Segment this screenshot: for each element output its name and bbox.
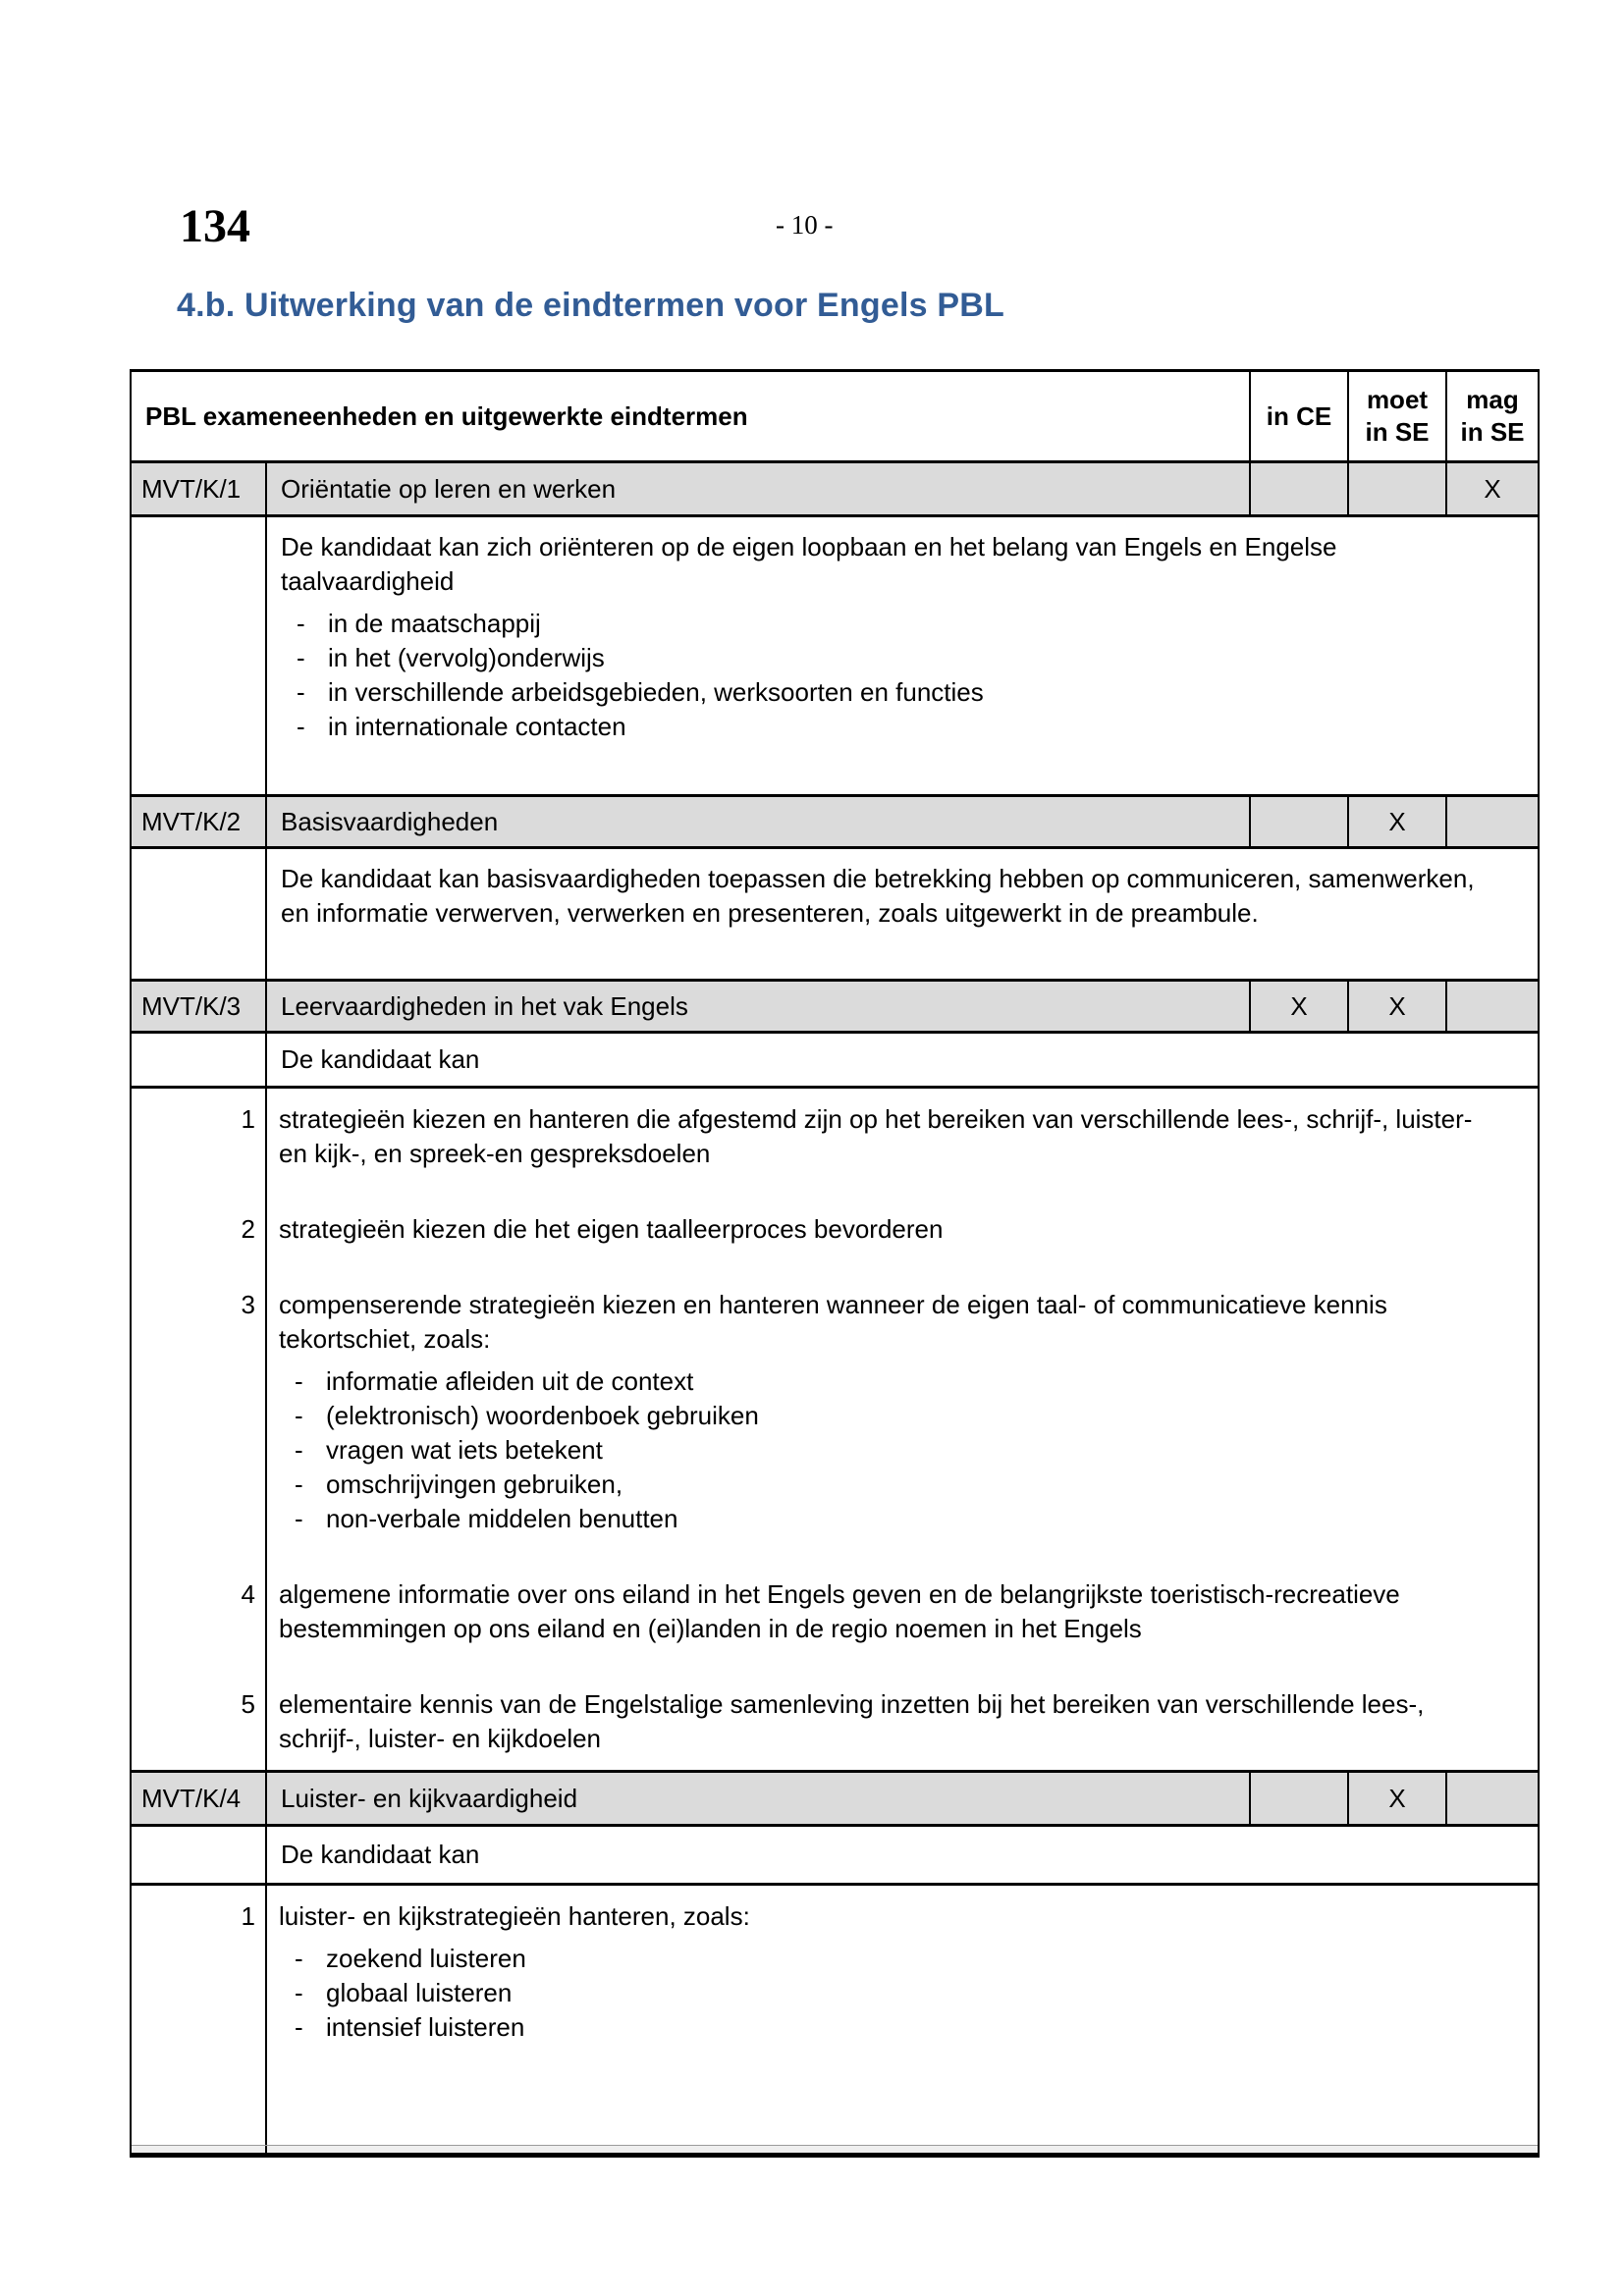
item-row	[132, 1212, 1538, 1247]
section-heading: 4.b. Uitwerking van de eindtermen voor Engels PBL	[177, 287, 1004, 324]
bullet-item	[295, 1942, 1514, 1976]
bullet-item	[297, 607, 1514, 641]
item-row	[132, 1687, 1538, 1756]
bullet-dash: -	[295, 1944, 303, 1973]
bullet-text: vragen wat iets betekent	[326, 1435, 603, 1465]
bullet-list	[281, 607, 1514, 744]
section-body-mvtk2	[132, 849, 1538, 979]
header-main-label: PBL exameneenheden en uitgewerkte eindtermen	[145, 400, 748, 431]
section-title: Leervaardigheden in het vak Engels	[265, 982, 1249, 1031]
exam-table	[130, 369, 1540, 2158]
bullet-item	[295, 1468, 1514, 1502]
page-number: 134	[180, 200, 250, 252]
section-row-mvtk2	[132, 794, 1538, 849]
intro-paragraph: De kandidaat kan zich oriënteren op de eigen loopbaan en het belang van Engels en Engelse taalvaardigheid	[281, 532, 1337, 596]
mag-mark	[1445, 982, 1538, 1031]
items-region-mvtk3	[132, 1089, 1538, 1770]
running-header: - 10 -	[776, 210, 834, 240]
item-text: luister- en kijkstrategieën hanteren, zoals:	[279, 1901, 750, 1931]
bullet-dash: -	[297, 677, 305, 707]
header-in-ce-label	[1249, 372, 1347, 460]
item-number: 1	[241, 1104, 255, 1134]
section-row-mvtk4	[132, 1770, 1538, 1827]
empty-code-cell	[132, 1034, 265, 1086]
bullet-text: zoekend luisteren	[326, 1944, 526, 1973]
lead-row-mvtk4	[132, 1827, 1538, 1886]
bullet-list	[279, 1364, 1514, 1536]
item-text: compenserende strategieën kiezen en hanteren wanneer de eigen taal- of communicatieve kennis tekortschiet, zoals:	[279, 1290, 1387, 1354]
bullet-item	[295, 1364, 1514, 1399]
bullet-text: in de maatschappij	[328, 609, 541, 638]
item-row	[132, 1288, 1538, 1536]
bullet-text: omschrijvingen gebruiken,	[326, 1469, 623, 1499]
bullet-item	[295, 1976, 1514, 2010]
ce-mark: X	[1249, 982, 1347, 1031]
mag-mark	[1445, 797, 1538, 846]
item-text: elementaire kennis van de Engelstalige samenleving inzetten bij het bereiken van verschillende lees-, schrijf-, luister- en kijkdoelen	[279, 1689, 1425, 1753]
item-row	[132, 1102, 1538, 1171]
body-cell	[265, 517, 1538, 794]
section-row-mvtk1	[132, 460, 1538, 517]
bullet-dash: -	[295, 1504, 303, 1533]
bullet-text: in internationale contacten	[328, 712, 626, 741]
bullet-text: globaal luisteren	[326, 1978, 513, 2007]
item-text-cell	[267, 1687, 1538, 1756]
empty-code-cell	[132, 517, 265, 794]
item-text: algemene informatie over ons eiland in het Engels geven en de belangrijkste toeristisch-recreatieve bestemmingen op ons eiland en (ei)landen in de regio noemen in het Engels	[279, 1579, 1400, 1643]
mag-mark	[1445, 1773, 1538, 1824]
item-row	[132, 1899, 1538, 2045]
header-mag-line1: mag	[1466, 385, 1519, 414]
header-ce-text: in CE	[1266, 400, 1332, 431]
bullet-text: non-verbale middelen benutten	[326, 1504, 678, 1533]
items-region-mvtk4	[132, 1886, 1538, 2145]
section-code: MVT/K/1	[141, 473, 242, 504]
bullet-text: in het (vervolg)onderwijs	[328, 643, 605, 672]
item-number: 3	[241, 1290, 255, 1319]
bullet-text: informatie afleiden uit de context	[326, 1366, 694, 1396]
lead-text: De kandidaat kan	[265, 1034, 1538, 1086]
item-text: strategieën kiezen die het eigen taalleerproces bevorderen	[279, 1214, 944, 1244]
lead-text: De kandidaat kan	[265, 1827, 1538, 1883]
section-code: MVT/K/4	[141, 1783, 242, 1813]
section-code: MVT/K/2	[141, 806, 242, 836]
section-code: MVT/K/3	[141, 990, 242, 1021]
item-number: 2	[241, 1214, 255, 1244]
bullet-dash: -	[295, 1435, 303, 1465]
bullet-dash: -	[295, 1366, 303, 1396]
moet-mark: X	[1347, 797, 1445, 846]
empty-cell	[265, 2146, 1538, 2153]
bullet-dash: -	[297, 609, 305, 638]
bullet-dash: -	[297, 712, 305, 741]
ce-mark	[1249, 1773, 1347, 1824]
section-title: Oriëntatie op leren en werken	[265, 463, 1249, 514]
mag-mark: X	[1445, 463, 1538, 514]
bullet-dash: -	[297, 643, 305, 672]
item-number: 5	[241, 1689, 255, 1719]
bullet-text: in verschillende arbeidsgebieden, werksoorten en functies	[328, 677, 984, 707]
bullet-item	[295, 1502, 1514, 1536]
header-moet-line1: moet	[1366, 385, 1429, 414]
clipped-next-row-strip	[132, 2145, 1538, 2153]
bullet-item	[295, 1399, 1514, 1433]
moet-mark: X	[1347, 982, 1445, 1031]
item-text: strategieën kiezen en hanteren die afgestemd zijn op het bereiken van verschillende lees-, schrijf-, luister- en kijk-, en spreek-en gespreksdoelen	[279, 1104, 1473, 1168]
item-text-cell	[267, 1577, 1538, 1646]
item-number: 1	[241, 1901, 255, 1931]
item-text-cell	[267, 1288, 1538, 1536]
bullet-item	[295, 2010, 1514, 2045]
ce-mark	[1249, 463, 1347, 514]
ce-mark	[1249, 797, 1347, 846]
item-text-cell	[267, 1102, 1538, 1171]
body-cell	[265, 849, 1538, 979]
section-row-mvtk3	[132, 979, 1538, 1034]
empty-code-cell	[132, 1827, 265, 1883]
intro-paragraph: De kandidaat kan basisvaardigheden toepassen die betrekking hebben op communiceren, samenwerken, en informatie verwerven, verwerken en presenteren, zoals uitgewerkt in de preambule.	[281, 864, 1475, 928]
moet-mark	[1347, 463, 1445, 514]
table-header-row	[132, 372, 1538, 460]
bullet-dash: -	[295, 1401, 303, 1430]
bullet-text: intensief luisteren	[326, 2012, 525, 2042]
header-mag-line2: in SE	[1460, 417, 1525, 447]
bullet-dash: -	[295, 1978, 303, 2007]
header-moet-line2: in SE	[1365, 417, 1430, 447]
bullet-dash: -	[295, 1469, 303, 1499]
section-body-mvtk1	[132, 517, 1538, 794]
section-title: Basisvaardigheden	[265, 797, 1249, 846]
item-number: 4	[241, 1579, 255, 1609]
empty-code-cell	[132, 2146, 265, 2153]
bullet-list	[279, 1942, 1514, 2045]
bullet-item	[297, 675, 1514, 710]
item-text-cell	[267, 1212, 1538, 1247]
item-text-cell	[267, 1899, 1538, 2045]
bullet-dash: -	[295, 2012, 303, 2042]
bullet-text: (elektronisch) woordenboek gebruiken	[326, 1401, 759, 1430]
section-title: Luister- en kijkvaardigheid	[265, 1773, 1249, 1824]
empty-code-cell	[132, 849, 265, 979]
moet-mark: X	[1347, 1773, 1445, 1824]
bullet-item	[297, 641, 1514, 675]
item-row	[132, 1577, 1538, 1646]
bullet-item	[297, 710, 1514, 744]
lead-row-mvtk3	[132, 1034, 1538, 1089]
header-moet-in-se-label	[1347, 372, 1445, 460]
bullet-item	[295, 1433, 1514, 1468]
header-mag-in-se-label	[1445, 372, 1538, 460]
